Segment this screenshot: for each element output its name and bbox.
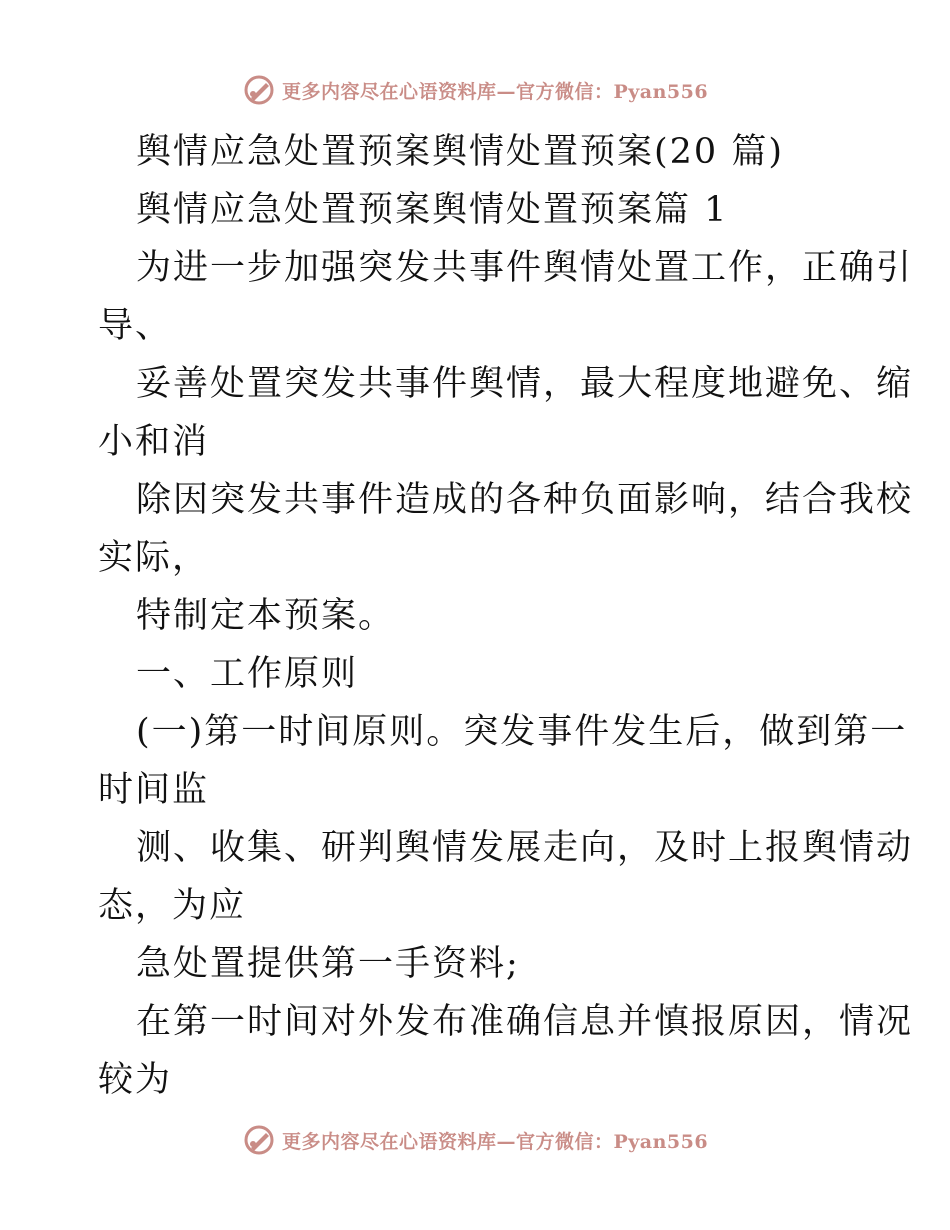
pen-logo-icon	[242, 73, 276, 107]
paragraph-line: 小和消	[98, 422, 210, 462]
paragraph-line: 急处置提供第一手资料;	[136, 944, 520, 984]
paragraph-line: 较为	[98, 1060, 173, 1100]
paragraph-line: 实际，	[98, 538, 210, 578]
watermark-text: 更多内容尽在心语资料库—官方微信：Pyan556	[281, 80, 709, 103]
paragraph-line: 态，为应	[98, 886, 247, 926]
paragraph-line: 为进一步加强突发共事件舆情处置工作，正确引	[136, 248, 914, 288]
doc-subtitle: 舆情应急处置预案舆情处置预案篇 1	[136, 190, 729, 230]
paragraph-line: 除因突发共事件造成的各种负面影响，结合我校	[136, 480, 914, 520]
paragraph-line: 导、	[98, 306, 173, 346]
watermark-banner-bottom	[0, 1120, 950, 1160]
doc-title: 舆情应急处置预案舆情处置预案(20 篇)	[136, 132, 784, 172]
paragraph-line: 测、收集、研判舆情发展走向，及时上报舆情动	[136, 828, 914, 868]
watermark-banner-top	[0, 70, 950, 110]
pen-logo-icon	[242, 1123, 276, 1157]
paragraph-line: (一)第一时间原则。突发事件发生后，做到第一	[136, 712, 908, 752]
section-heading: 一、工作原则	[136, 654, 359, 694]
paragraph-line: 特制定本预案。	[136, 596, 396, 636]
paragraph-line: 在第一时间对外发布准确信息并慎报原因，情况	[136, 1002, 914, 1042]
paragraph-line: 时间监	[98, 770, 210, 810]
watermark-text: 更多内容尽在心语资料库—官方微信：Pyan556	[281, 1130, 709, 1153]
document-body	[98, 123, 914, 1109]
paragraph-line: 妥善处置突发共事件舆情，最大程度地避免、缩	[136, 364, 914, 404]
